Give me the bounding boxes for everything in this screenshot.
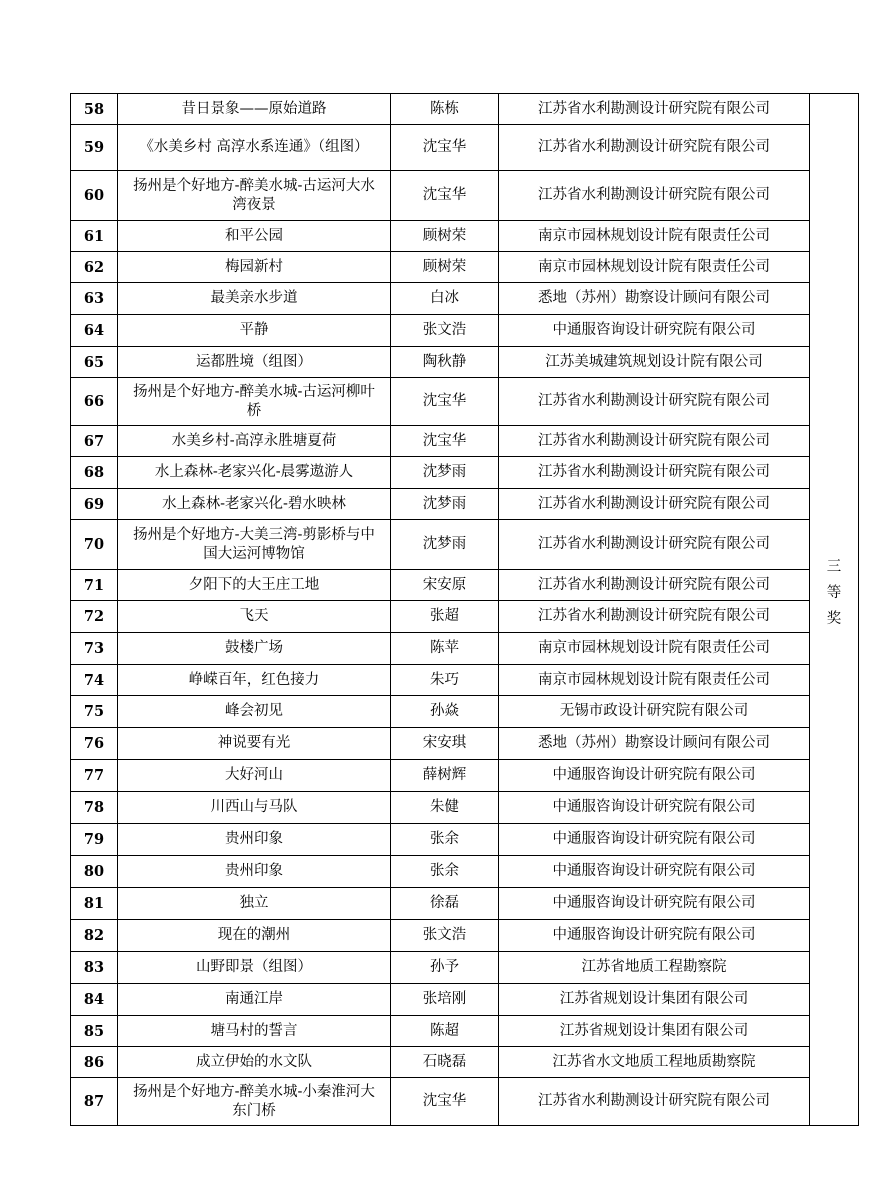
row-number: 86 bbox=[71, 1047, 118, 1078]
table-row bbox=[71, 1047, 859, 1078]
table-row bbox=[71, 252, 859, 283]
table-row bbox=[71, 856, 859, 888]
work-title: 夕阳下的大王庄工地 bbox=[118, 570, 391, 601]
organization-name: 中通服咨询设计研究院有限公司 bbox=[499, 888, 810, 920]
work-title: 塘马村的誓言 bbox=[118, 1016, 391, 1047]
work-title: 峰会初见 bbox=[118, 696, 391, 728]
organization-name: 江苏省水利勘测设计研究院有限公司 bbox=[499, 457, 810, 489]
work-title: 现在的潮州 bbox=[118, 920, 391, 952]
author-name: 沈梦雨 bbox=[391, 520, 499, 570]
table-row bbox=[71, 347, 859, 378]
work-title: 贵州印象 bbox=[118, 824, 391, 856]
author-name: 孙予 bbox=[391, 952, 499, 984]
author-name: 宋安原 bbox=[391, 570, 499, 601]
table-row bbox=[71, 824, 859, 856]
organization-name: 江苏省水利勘测设计研究院有限公司 bbox=[499, 125, 810, 171]
row-number: 81 bbox=[71, 888, 118, 920]
author-name: 张超 bbox=[391, 601, 499, 633]
organization-name: 中通服咨询设计研究院有限公司 bbox=[499, 856, 810, 888]
author-name: 陈苹 bbox=[391, 633, 499, 665]
author-name: 陶秋静 bbox=[391, 347, 499, 378]
row-number: 76 bbox=[71, 728, 118, 760]
work-title: 和平公园 bbox=[118, 221, 391, 252]
author-name: 沈宝华 bbox=[391, 125, 499, 171]
work-title: 扬州是个好地方-醉美水城-小秦淮河大东门桥 bbox=[118, 1078, 391, 1126]
author-name: 沈宝华 bbox=[391, 426, 499, 457]
work-title: 《水美乡村 高淳水系连通》（组图） bbox=[118, 125, 391, 171]
row-number: 63 bbox=[71, 283, 118, 315]
organization-name: 江苏省水利勘测设计研究院有限公司 bbox=[499, 94, 810, 125]
row-number: 85 bbox=[71, 1016, 118, 1047]
table-row bbox=[71, 426, 859, 457]
work-title: 成立伊始的水文队 bbox=[118, 1047, 391, 1078]
row-number: 71 bbox=[71, 570, 118, 601]
work-title: 扬州是个好地方-醉美水城-古运河大水湾夜景 bbox=[118, 171, 391, 221]
work-title: 南通江岸 bbox=[118, 984, 391, 1016]
organization-name: 江苏省水利勘测设计研究院有限公司 bbox=[499, 520, 810, 570]
table-row bbox=[71, 696, 859, 728]
work-title: 峥嵘百年，红色接力 bbox=[118, 665, 391, 696]
table-row bbox=[71, 792, 859, 824]
row-number: 83 bbox=[71, 952, 118, 984]
work-title: 扬州是个好地方-醉美水城-古运河柳叶桥 bbox=[118, 378, 391, 426]
author-name: 孙焱 bbox=[391, 696, 499, 728]
work-title: 山野即景（组图） bbox=[118, 952, 391, 984]
row-number: 62 bbox=[71, 252, 118, 283]
organization-name: 江苏省水利勘测设计研究院有限公司 bbox=[499, 171, 810, 221]
author-name: 白冰 bbox=[391, 283, 499, 315]
work-title: 独立 bbox=[118, 888, 391, 920]
organization-name: 江苏省水利勘测设计研究院有限公司 bbox=[499, 601, 810, 633]
work-title: 扬州是个好地方-大美三湾-剪影桥与中国大运河博物馆 bbox=[118, 520, 391, 570]
table-row bbox=[71, 920, 859, 952]
author-name: 顾树荣 bbox=[391, 252, 499, 283]
table-row bbox=[71, 888, 859, 920]
work-title: 梅园新村 bbox=[118, 252, 391, 283]
organization-name: 江苏美城建筑规划设计院有限公司 bbox=[499, 347, 810, 378]
work-title: 鼓楼广场 bbox=[118, 633, 391, 665]
organization-name: 江苏省地质工程勘察院 bbox=[499, 952, 810, 984]
organization-name: 江苏省水利勘测设计研究院有限公司 bbox=[499, 489, 810, 520]
table-row bbox=[71, 221, 859, 252]
organization-name: 中通服咨询设计研究院有限公司 bbox=[499, 792, 810, 824]
organization-name: 中通服咨询设计研究院有限公司 bbox=[499, 315, 810, 347]
organization-name: 江苏省规划设计集团有限公司 bbox=[499, 984, 810, 1016]
work-title: 水美乡村-高淳永胜塘夏荷 bbox=[118, 426, 391, 457]
author-name: 朱健 bbox=[391, 792, 499, 824]
work-title: 昔日景象——原始道路 bbox=[118, 94, 391, 125]
row-number: 74 bbox=[71, 665, 118, 696]
organization-name: 江苏省水利勘测设计研究院有限公司 bbox=[499, 570, 810, 601]
author-name: 朱巧 bbox=[391, 665, 499, 696]
author-name: 宋安琪 bbox=[391, 728, 499, 760]
organization-name: 江苏省水利勘测设计研究院有限公司 bbox=[499, 1078, 810, 1126]
organization-name: 中通服咨询设计研究院有限公司 bbox=[499, 760, 810, 792]
organization-name: 中通服咨询设计研究院有限公司 bbox=[499, 920, 810, 952]
work-title: 水上森林-老家兴化-晨雾遨游人 bbox=[118, 457, 391, 489]
work-title: 平静 bbox=[118, 315, 391, 347]
row-number: 64 bbox=[71, 315, 118, 347]
table-row bbox=[71, 633, 859, 665]
row-number: 77 bbox=[71, 760, 118, 792]
author-name: 陈超 bbox=[391, 1016, 499, 1047]
work-title: 神说要有光 bbox=[118, 728, 391, 760]
table-row bbox=[71, 760, 859, 792]
author-name: 张培刚 bbox=[391, 984, 499, 1016]
organization-name: 江苏省水文地质工程地质勘察院 bbox=[499, 1047, 810, 1078]
author-name: 张文浩 bbox=[391, 920, 499, 952]
row-number: 58 bbox=[71, 94, 118, 125]
row-number: 61 bbox=[71, 221, 118, 252]
work-title: 运都胜境（组图） bbox=[118, 347, 391, 378]
author-name: 薛树辉 bbox=[391, 760, 499, 792]
table-row bbox=[71, 570, 859, 601]
organization-name: 悉地（苏州）勘察设计顾问有限公司 bbox=[499, 728, 810, 760]
row-number: 65 bbox=[71, 347, 118, 378]
table-row bbox=[71, 315, 859, 347]
author-name: 石晓磊 bbox=[391, 1047, 499, 1078]
author-name: 沈宝华 bbox=[391, 378, 499, 426]
organization-name: 无锡市政设计研究院有限公司 bbox=[499, 696, 810, 728]
organization-name: 南京市园林规划设计院有限责任公司 bbox=[499, 665, 810, 696]
work-title: 大好河山 bbox=[118, 760, 391, 792]
table-row bbox=[71, 283, 859, 315]
row-number: 59 bbox=[71, 125, 118, 171]
author-name: 沈宝华 bbox=[391, 1078, 499, 1126]
row-number: 69 bbox=[71, 489, 118, 520]
work-title: 贵州印象 bbox=[118, 856, 391, 888]
table-row bbox=[71, 457, 859, 489]
table-row bbox=[71, 728, 859, 760]
row-number: 60 bbox=[71, 171, 118, 221]
author-name: 陈栋 bbox=[391, 94, 499, 125]
author-name: 张余 bbox=[391, 824, 499, 856]
table-row bbox=[71, 520, 859, 570]
author-name: 张文浩 bbox=[391, 315, 499, 347]
organization-name: 悉地（苏州）勘察设计顾问有限公司 bbox=[499, 283, 810, 315]
row-number: 66 bbox=[71, 378, 118, 426]
row-number: 87 bbox=[71, 1078, 118, 1126]
row-number: 67 bbox=[71, 426, 118, 457]
table-row bbox=[71, 378, 859, 426]
row-number: 75 bbox=[71, 696, 118, 728]
table-row bbox=[71, 1078, 859, 1126]
row-number: 68 bbox=[71, 457, 118, 489]
row-number: 73 bbox=[71, 633, 118, 665]
table-row bbox=[71, 489, 859, 520]
author-name: 沈梦雨 bbox=[391, 489, 499, 520]
organization-name: 江苏省水利勘测设计研究院有限公司 bbox=[499, 378, 810, 426]
organization-name: 江苏省规划设计集团有限公司 bbox=[499, 1016, 810, 1047]
awards-table-body bbox=[71, 94, 859, 1126]
row-number: 70 bbox=[71, 520, 118, 570]
awards-table bbox=[70, 93, 859, 1126]
row-number: 78 bbox=[71, 792, 118, 824]
table-row bbox=[71, 125, 859, 171]
table-row bbox=[71, 952, 859, 984]
author-name: 顾树荣 bbox=[391, 221, 499, 252]
award-level-cell bbox=[810, 94, 859, 1126]
organization-name: 南京市园林规划设计院有限责任公司 bbox=[499, 252, 810, 283]
row-number: 84 bbox=[71, 984, 118, 1016]
organization-name: 南京市园林规划设计院有限责任公司 bbox=[499, 633, 810, 665]
table-row bbox=[71, 665, 859, 696]
table-row bbox=[71, 171, 859, 221]
author-name: 沈梦雨 bbox=[391, 457, 499, 489]
row-number: 82 bbox=[71, 920, 118, 952]
table-row bbox=[71, 94, 859, 125]
author-name: 沈宝华 bbox=[391, 171, 499, 221]
work-title: 水上森林-老家兴化-碧水映林 bbox=[118, 489, 391, 520]
author-name: 徐磊 bbox=[391, 888, 499, 920]
organization-name: 中通服咨询设计研究院有限公司 bbox=[499, 824, 810, 856]
row-number: 72 bbox=[71, 601, 118, 633]
work-title: 最美亲水步道 bbox=[118, 283, 391, 315]
organization-name: 南京市园林规划设计院有限责任公司 bbox=[499, 221, 810, 252]
organization-name: 江苏省水利勘测设计研究院有限公司 bbox=[499, 426, 810, 457]
row-number: 80 bbox=[71, 856, 118, 888]
work-title: 川西山与马队 bbox=[118, 792, 391, 824]
row-number: 79 bbox=[71, 824, 118, 856]
table-row bbox=[71, 601, 859, 633]
award-level: 三等奖 bbox=[826, 559, 842, 627]
author-name: 张余 bbox=[391, 856, 499, 888]
table-row bbox=[71, 1016, 859, 1047]
work-title: 飞天 bbox=[118, 601, 391, 633]
table-row bbox=[71, 984, 859, 1016]
